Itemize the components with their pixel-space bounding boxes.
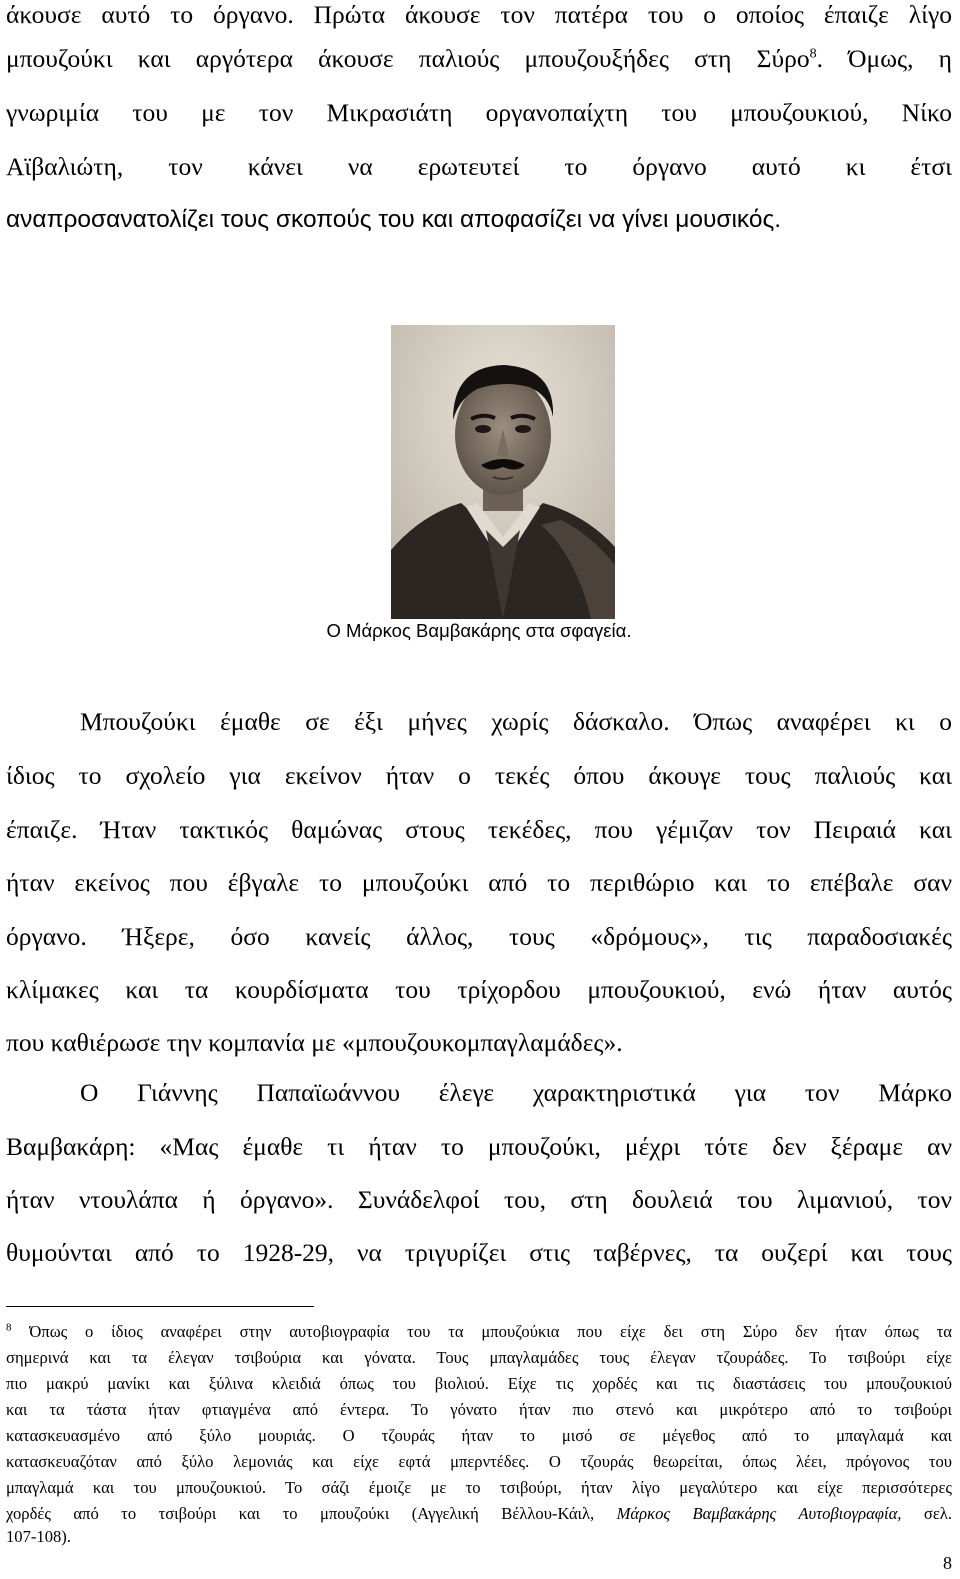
footnote-line: 107-108). <box>6 1527 71 1546</box>
body-line: ήταν εκείνος που έβγαλε το μπουζούκι από το περιθώριο και το επέβαλε σαν <box>6 868 952 897</box>
body-line: έπαιζε. Ήταν τακτικός θαμώνας στους τεκέδες, που γέμιζαν τον Πειραιά και <box>6 815 952 844</box>
body-line: Μπουζούκι έμαθε σε έξι μήνες χωρίς δάσκαλο. Όπως αναφέρει κι ο <box>80 707 952 736</box>
footnote-reference[interactable]: 8 <box>809 46 817 62</box>
footnote-separator <box>6 1306 314 1307</box>
body-line: όργανο. Ήξερε, όσο κανείς άλλος, τους «δρόμους», τις παραδοσιακές <box>6 922 952 951</box>
body-line: που καθιέρωσε την κομπανία με «μπουζουκομπαγλαμάδες». <box>6 1028 623 1057</box>
page-number: 8 <box>943 1553 952 1573</box>
footnote-line: σημερινά και τα έλεγαν τσιβούρια και γόνατα. Τους μπαγλαμάδες τους έλεγαν τζουράδες. Το τσιβούρι είχε <box>6 1348 952 1367</box>
photo-caption: Ο Μάρκος Βαμβακάρης στα σφαγεία. <box>326 620 632 641</box>
footnote-line: χορδές από το τσιβούρι και το μπουζούκι (Αγγελική Βέλλου-Κάιλ, Μάρκος Βαμβακάρης Αυτοβιογραφία, σελ. <box>6 1504 952 1523</box>
footnote-line: μπαγλαμά και του μπουζουκιού. Το σάζι έμοιζε με το τσιβούρι, ήταν λίγο μεγαλύτερο και είχε περισσότερες <box>6 1478 952 1497</box>
footnote-line: $^8$ Όπως ο ίδιος αναφέρει στην αυτοβιογραφία του τα μπουζούκια που είχε δει στη Σύρο δεν ήταν όπως τα <box>6 1321 952 1341</box>
footnote-marker: 8 <box>6 1321 12 1334</box>
body-line: αναπροσανατολίζει τους σκοπούς του και αποφασίζει να γίνει μουσικός. <box>6 206 782 233</box>
body-line: Αϊβαλιώτη, τον κάνει να ερωτευτεί το όργανο αυτό κι έτσι <box>6 152 952 181</box>
footnote-line: πιο μακρύ μανίκι και ξύλινα κλειδιά όπως του βιολιού. Είχε τις χορδές και τις διαστάσεις του μπουζουκιού <box>6 1374 952 1393</box>
footnote-line: κατασκευαζόταν από ξύλο λεμονιάς και είχε εφτά μπερντέδες. Ο τζουράς θεωρείται, όπως λέει, πρόγονος του <box>6 1452 952 1471</box>
portrait-photo <box>391 325 615 619</box>
body-line: θυμούνται από το 1928-29, να τριγυρίζει στις ταβέρνες, τα ουζερί και τους <box>6 1238 952 1267</box>
body-line: Ο Γιάννης Παπαϊωάννου έλεγε χαρακτηριστικά για τον Μάρκο <box>80 1078 952 1107</box>
body-line: μπουζούκι και αργότερα άκουσε παλιούς μπουζουξήδες στη Σύρο$^8$. Όμως, η <box>6 44 952 73</box>
body-line: ίδιος το σχολείο για εκείνον ήταν ο τεκές όπου άκουγε τους παλιούς και <box>6 761 952 790</box>
portrait-image <box>391 325 615 619</box>
footnote-line: κατασκευασμένο από ξύλο μουριάς. Ο τζουράς ήταν το μισό σε μέγεθος από το μπαγλαμά και <box>6 1426 952 1445</box>
footnote-line: και τα τάστα ήταν φτιαγμένα από έντερα. Το γόνατο ήταν πιο στενό και μικρότερο από το τσιβούρι <box>6 1400 952 1419</box>
body-line: ήταν ντουλάπα ή όργανο». Συνάδελφοί του, στη δουλειά του λιμανιού, τον <box>6 1185 952 1214</box>
body-line: άκουσε αυτό το όργανο. Πρώτα άκουσε τον πατέρα του ο οποίος έπαιζε λίγο <box>6 0 952 29</box>
body-line: Βαμβακάρη: «Μας έμαθε τι ήταν το μπουζούκι, μέχρι τότε δεν ξέραμε αν <box>6 1132 952 1161</box>
body-line: γνωριμία του με τον Μικρασιάτη οργανοπαίχτη του μπουζουκιού, Νίκο <box>6 98 952 127</box>
body-line: κλίμακες και τα κουρδίσματα του τρίχορδου μπουζουκιού, ενώ ήταν αυτός <box>6 975 952 1004</box>
source-title: Μάρκος Βαμβακάρης Αυτοβιογραφία, <box>616 1504 902 1523</box>
